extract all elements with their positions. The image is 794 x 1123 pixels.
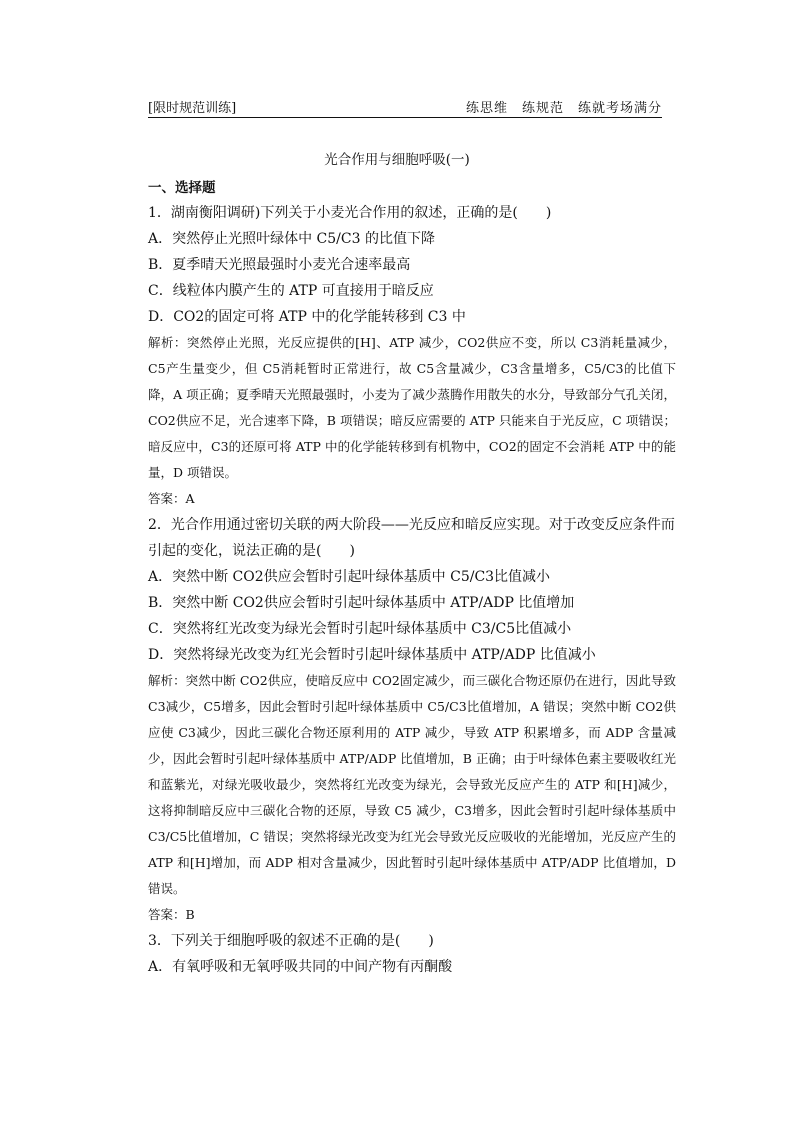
header-left-label: [限时规范训练]: [148, 101, 237, 116]
question-stem: 1．湖南衡阳调研)下列关于小麦光合作用的叙述，正确的是( ): [148, 205, 552, 221]
answer-text: 答案：A: [148, 491, 195, 506]
question-3: [148, 928, 676, 980]
option-c: C．线粒体内膜产生的 ATP 可直接用于暗反应: [148, 283, 434, 299]
analysis-text: 解析：突然中断 CO2供应，使暗反应中 CO2固定减少，而三碳化合物还原仍在进行，因此导致 C3减少，C5增多，因此会暂时引起叶绿体基质中 C5/C3比值增加，A 错误；突然中断 CO2供应使 C3减少，因此三碳化合物还原利用的 ATP 减少，导致 ATP 积累增多，而 ADP 含量减少，因此会暂时引起叶绿体基质中 ATP/ADP 比值增加，B 正确；由于叶绿体色素主要吸收红光和蓝紫光，对绿光吸收最少，突然将红光改变为绿光，会导致光反应产生的 ATP 和[H]减少，这将抑制暗反应中三碳化合物的还原，导致 C5 减少，C3增多，因此会暂时引起叶绿体基质中 C3/C5比值增加，C 错误；突然将绿光改变为红光会导致光反应吸收的光能增加，光反应产生的 ATP 和[H]增加，而 ADP 相对含量减少，因此暂时引起叶绿体基质中 ATP/ADP 比值增加，D 错误。: [148, 673, 676, 896]
question-stem: 2．光合作用通过密切关联的两大阶段——光反应和暗反应实现。对于改变反应条件而引起的变化，说法正确的是( ): [148, 517, 675, 559]
option-c: C．突然将红光改变为绿光会暂时引起叶绿体基质中 C3/C5比值减小: [148, 621, 572, 637]
analysis-text: 解析：突然停止光照，光反应提供的[H]、ATP 减少，CO2供应不变，所以 C3消耗量减少，C5产生量变少，但 C5消耗暂时正常进行，故 C5含量减少，C3含量增多，C5/C3的比值下降，A 项正确；夏季晴天光照最强时，小麦为了减少蒸腾作用散失的水分，导致部分气孔关闭，CO2供应不足，光合速率下降，B 项错误；暗反应需要的 ATP 只能来自于光反应，C 项错误；暗反应中，C3的还原可将 ATP 中的化学能转移到有机物中，CO2的固定不会消耗 ATP 中的能量，D 项错误。: [148, 335, 676, 480]
option-d: D．突然将绿光改变为红光会暂时引起叶绿体基质中 ATP/ADP 比值减小: [148, 647, 596, 663]
option-a: A．突然停止光照叶绿体中 C5/C3 的比值下降: [148, 231, 435, 247]
page-header: [148, 97, 662, 118]
question-stem: 3．下列关于细胞呼吸的叙述不正确的是( ): [148, 933, 434, 949]
section-heading: 一、选择题: [148, 180, 216, 196]
option-b: B．突然中断 CO2供应会暂时引起叶绿体基质中 ATP/ADP 比值增加: [148, 595, 575, 611]
question-list: [148, 200, 676, 980]
question-1: [148, 200, 676, 512]
header-right-slogan: 练思维 练规范 练就考场满分: [465, 101, 662, 116]
option-b: B．夏季晴天光照最强时小麦光合速率最高: [148, 257, 411, 273]
option-a: A．有氧呼吸和无氧呼吸共同的中间产物有丙酮酸: [148, 959, 453, 975]
option-d: D．CO2的固定可将 ATP 中的化学能转移到 C3 中: [148, 309, 466, 325]
question-2: [148, 512, 676, 928]
option-a: A．突然中断 CO2供应会暂时引起叶绿体基质中 C5/C3比值减小: [148, 569, 551, 585]
page-title: 光合作用与细胞呼吸(一): [324, 152, 470, 168]
answer-text: 答案：B: [148, 907, 195, 922]
